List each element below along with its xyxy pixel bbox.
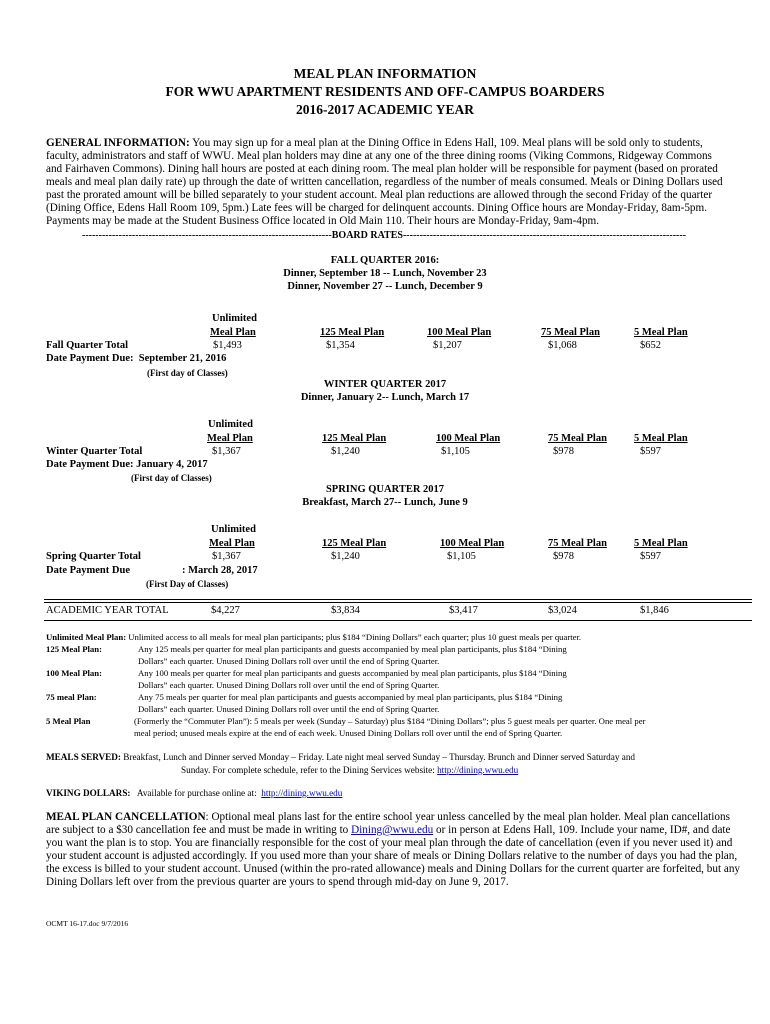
cancellation-label: MEAL PLAN CANCELLATION <box>46 811 206 823</box>
winter-col-125: 125 Meal Plan <box>322 433 387 444</box>
spring-price-125: $1,240 <box>331 551 360 562</box>
cancellation-line: the excess is billed to your student account. Unused (within the pro-rated allowance) meals and Dining Dollars for the current quarter are forfeited, but any <box>46 863 741 875</box>
academic-total-unlimited: $4,227 <box>211 605 240 616</box>
winter-unlimited-label: Unlimited <box>208 419 253 430</box>
def-125-label: 125 Meal Plan: <box>46 644 102 654</box>
fall-total-label: Fall Quarter Total <box>46 340 129 351</box>
viking-dollars-link[interactable]: http://dining.wwu.edu <box>261 788 343 798</box>
winter-price-100: $1,105 <box>441 446 470 457</box>
def-125-text: Dollars” each quarter. Unused Dining Dollars roll over until the end of Spring Quarter. <box>138 656 440 666</box>
fall-dates: Dinner, September 18 -- Lunch, November 23 <box>283 268 487 279</box>
def-5-text: (Formerly the “Commuter Plan”): 5 meals per week (Sunday – Saturday) plus $184 “Dining Dollars”; plus 5 guest meals per quarter. One meal per <box>134 716 646 726</box>
winter-price-unlimited: $1,367 <box>212 446 241 457</box>
spring-heading: SPRING QUARTER 2017 <box>325 484 445 495</box>
cancellation-line: you want the plan is to stop. You are financially responsible for the cost of your meal plan through the date of cancellation (even if you never used it) and <box>46 837 733 849</box>
winter-due: Date Payment Due: January 4, 2017 <box>46 459 208 470</box>
divider <box>44 620 752 621</box>
winter-price-125: $1,240 <box>331 446 360 457</box>
dining-website-link[interactable]: http://dining.wwu.edu <box>437 765 519 775</box>
board-rates-divider: ---------------------------------------------------------------------------BOARD RATES------------------------------------------------------------------------------------- <box>81 230 687 241</box>
def-unlimited: Unlimited Meal Plan: Unlimited access to all meals for meal plan participants; plus $184 “Dining Dollars” each quarter; plus 10 guest meals per quarter. <box>46 632 582 642</box>
def-125-text: Any 125 meals per quarter for meal plan participants and guests accompanied by meal plan participants, plus $184 “Dining <box>138 644 567 654</box>
fall-price-5: $652 <box>640 340 661 351</box>
fall-col-5: 5 Meal Plan <box>634 327 688 338</box>
meals-served-line2: Sunday. For complete schedule, refer to the Dining Services website: http://dining.wwu.edu <box>181 765 519 775</box>
spring-col-75: 75 Meal Plan <box>548 538 607 549</box>
winter-col-5: 5 Meal Plan <box>634 433 688 444</box>
meals-served: MEALS SERVED: Breakfast, Lunch and Dinner served Monday – Friday. Late night meal served Sunday – Thursday. Brunch and Dinner served Saturday and <box>46 752 636 762</box>
academic-total-5: $1,846 <box>640 605 669 616</box>
winter-dates: Dinner, January 2-- Lunch, March 17 <box>300 392 470 403</box>
divider <box>44 602 752 603</box>
fall-col-unlimited: Meal Plan <box>210 327 256 338</box>
spring-due-note: (First Day of Classes) <box>146 579 229 589</box>
winter-heading: WINTER QUARTER 2017 <box>323 379 447 390</box>
cancellation-line: are subject to a $30 cancellation fee and must be made in writing to Dining@wwu.edu or in person at Edens Hall, 109. Include your name, ID#, and date <box>46 824 731 836</box>
general-info-line: GENERAL INFORMATION: You may sign up for a meal plan at the Dining Office in Edens Hall, 109. Meal plans will be sold only to students, <box>46 137 703 149</box>
academic-total-label: ACADEMIC YEAR TOTAL <box>46 605 169 616</box>
fall-price-75: $1,068 <box>548 340 577 351</box>
spring-unlimited-label: Unlimited <box>211 524 256 535</box>
academic-total-125: $3,834 <box>331 605 360 616</box>
winter-col-unlimited: Meal Plan <box>207 433 253 444</box>
fall-price-125: $1,354 <box>326 340 355 351</box>
fall-dates: Dinner, November 27 -- Lunch, December 9 <box>287 281 483 292</box>
fall-col-75: 75 Meal Plan <box>541 327 600 338</box>
def-75-label: 75 meal Plan: <box>46 692 97 702</box>
general-info-label: GENERAL INFORMATION: <box>46 137 190 149</box>
def-100-text: Any 100 meals per quarter for meal plan participants and guests accompanied by meal plan participants, plus $184 “Dining <box>138 668 567 678</box>
spring-col-5: 5 Meal Plan <box>634 538 688 549</box>
general-info-line: (Dining Office, Edens Hall Room 109, 5pm.) Late fees will be charged for delinquent accounts. Dining Office hours are Monday-Friday, 8am-5pm. <box>46 202 708 214</box>
page-title: MEAL PLAN INFORMATION <box>293 66 477 81</box>
spring-due-label: Date Payment Due <box>46 565 130 576</box>
fall-unlimited-label: Unlimited <box>212 313 257 324</box>
winter-col-100: 100 Meal Plan <box>436 433 501 444</box>
spring-due-date: : March 28, 2017 <box>182 565 258 576</box>
def-5-label: 5 Meal Plan <box>46 716 91 726</box>
dining-email-link[interactable]: Dining@wwu.edu <box>351 824 434 836</box>
fall-price-100: $1,207 <box>433 340 462 351</box>
spring-dates: Breakfast, March 27-- Lunch, June 9 <box>302 497 468 508</box>
spring-price-unlimited: $1,367 <box>212 551 241 562</box>
academic-total-100: $3,417 <box>449 605 478 616</box>
general-info-line: meals and meal plan daily rate) up through the date of written cancellation, regardless of the number of meals consumed. Meals or Dining Dollars used <box>46 176 723 188</box>
academic-year-title: 2016-2017 ACADEMIC YEAR <box>296 102 474 117</box>
spring-price-5: $597 <box>640 551 661 562</box>
fall-due: Date Payment Due: September 21, 2016 <box>46 353 227 364</box>
spring-col-unlimited: Meal Plan <box>209 538 255 549</box>
winter-total-label: Winter Quarter Total <box>46 446 143 457</box>
viking-dollars: VIKING DOLLARS: Available for purchase online at: http://dining.wwu.edu <box>46 788 343 798</box>
divider <box>44 599 752 600</box>
spring-price-75: $978 <box>553 551 574 562</box>
fall-heading: FALL QUARTER 2016: <box>330 255 440 266</box>
general-info-line: and Fairhaven Commons). Dining hall hours are posted at each dining room. The meal plan holder will be responsible for payment (based on prorated <box>46 163 718 175</box>
def-5-text: meal period; unused meals expire at the end of each week. Unused Dining Dollars roll over until the end of Spring Quarter. <box>134 728 563 738</box>
fall-col-100: 100 Meal Plan <box>427 327 492 338</box>
fall-price-unlimited: $1,493 <box>213 340 242 351</box>
def-75-text: Dollars” each quarter. Unused Dining Dollars roll over until the end of Spring Quarter. <box>138 704 440 714</box>
winter-price-5: $597 <box>640 446 661 457</box>
footer-doc-id: OCMT 16-17.doc 9/7/2016 <box>46 919 129 928</box>
winter-due-note: (First day of Classes) <box>131 473 212 483</box>
def-100-label: 100 Meal Plan: <box>46 668 102 678</box>
fall-due-note: (First day of Classes) <box>147 368 228 378</box>
page-subtitle: FOR WWU APARTMENT RESIDENTS AND OFF-CAMPUS BOARDERS <box>165 84 605 99</box>
spring-price-100: $1,105 <box>447 551 476 562</box>
general-info-line: past the prorated amount will be billed separately to your student account. Meal plan reductions are allowed through the second Friday of the quarter <box>46 189 713 201</box>
cancellation-line: your student account is adjusted accordingly. If you used more than your share of meals or Dining Dollars relative to the number of days you had the plan, <box>46 850 738 862</box>
spring-col-125: 125 Meal Plan <box>322 538 387 549</box>
winter-price-75: $978 <box>553 446 574 457</box>
spring-total-label: Spring Quarter Total <box>46 551 141 562</box>
academic-total-75: $3,024 <box>548 605 577 616</box>
cancellation-line: MEAL PLAN CANCELLATION: Optional meal plans last for the entire school year unless cancelled by the meal plan holder. Meal plan cancellations <box>46 811 730 823</box>
fall-col-125: 125 Meal Plan <box>320 327 385 338</box>
spring-col-100: 100 Meal Plan <box>440 538 505 549</box>
general-info-line: Payments may be made at the Student Business Office located in Old Main 110. Their hours are Monday-Friday, 9am-4pm. <box>46 215 600 227</box>
def-100-text: Dollars” each quarter. Unused Dining Dollars roll over until the end of Spring Quarter. <box>138 680 440 690</box>
def-75-text: Any 75 meals per quarter for meal plan participants and guests accompanied by meal plan participants, plus $184 “Dining <box>138 692 563 702</box>
cancellation-line: Dining Dollars left over from the previous quarter are yours to spend through mid-day on June 9, 2017. <box>46 876 509 888</box>
general-info-line: faculty, administrators and staff of WWU. Meal plan holders may dine at any one of the three dining rooms (Viking Commons, Ridgeway Commons <box>46 150 712 162</box>
winter-col-75: 75 Meal Plan <box>548 433 607 444</box>
